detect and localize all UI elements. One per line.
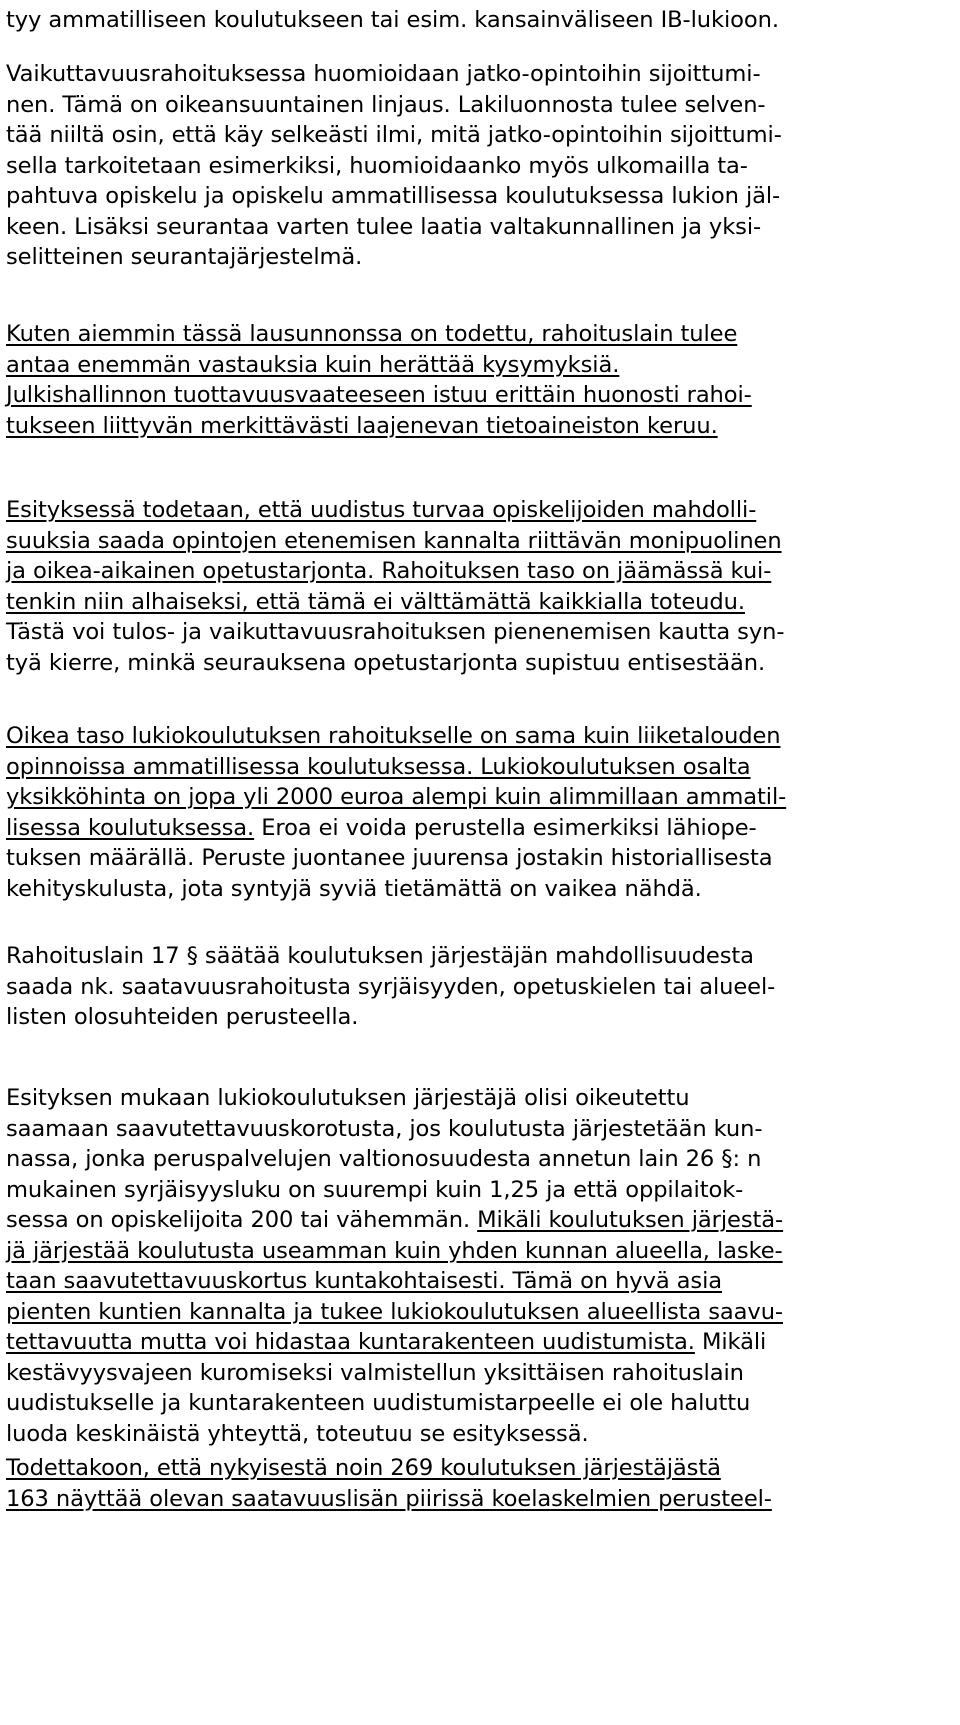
text-segment: selitteinen seurantajärjestelmä.	[6, 244, 363, 270]
text-segment: Lakiluonnosta tulee selven-	[457, 91, 766, 118]
underlined-text: antaa enemmän vastauksia kuin herättää kysymyksiä.	[6, 351, 620, 378]
text-segment: tyä kierre, minkä seurauksena opetustarjonta supistuu entisestään.	[6, 649, 766, 676]
text-line	[6, 753, 751, 781]
underlined-text: tenkin niin alhaiseksi, että tämä ei välttämättä kaikkialla toteudu.	[6, 588, 745, 615]
underlined-text: Kuten aiemmin tässä lausunnonssa on todettu, rahoituslain tulee	[6, 321, 738, 347]
text-line	[6, 618, 784, 646]
underlined-text: jä järjestää koulutusta useamman kuin yhden kunnan alueella, laske-	[6, 1237, 783, 1264]
text-segment: tyy ammatilliseen koulutukseen tai esim. kansainväliseen IB-lukioon.	[6, 7, 779, 33]
text-segment: saamaan saavutettavuuskorotusta, jos koulutusta järjestetään kun-	[6, 1115, 763, 1142]
text-segment: tuksen määrällä. Peruste juontanee juurensa jostakin historiallisesta	[6, 845, 773, 871]
text-line	[6, 1454, 721, 1482]
text-segment: sella tarkoitetaan esimerkiksi, huomioidaanko myös ulkomailla ta-	[6, 152, 748, 179]
text-line	[6, 1485, 772, 1513]
text-segment: mukainen syrjäisyysluku on suurempi kuin 1,25 ja että oppilaitok-	[6, 1176, 744, 1203]
text-line	[6, 243, 362, 271]
text-segment: Eroa ei voida perustella esimerkiksi lähiope-	[254, 814, 757, 841]
text-segment: listen olosuhteiden perusteella.	[6, 1004, 359, 1030]
text-segment: Vaikuttavuusrahoituksessa huomioidaan jatko-opintoihin sijoittumi-	[6, 61, 761, 87]
text-segment: nassa, jonka peruspalvelujen valtionosuudesta annetun lain 26 §: n	[6, 1146, 762, 1172]
text-segment: keen. Lisäksi seurantaa varten tulee laatia valtakunnallinen ja yksi-	[6, 213, 762, 240]
underlined-text: Esityksessä todetaan, että uudistus turvaa opiskelijoiden mahdolli-	[6, 497, 757, 523]
underlined-text: taan saavutettavuuskortus kuntakohtaisesti.	[6, 1268, 506, 1294]
underlined-text: tettavuutta mutta voi hidastaa kuntarakenteen uudistumista.	[6, 1329, 695, 1355]
text-line	[6, 152, 748, 180]
text-segment: pahtuva opiskelu ja opiskelu ammatillisessa koulutuksessa lukion jäl-	[6, 183, 781, 209]
text-line	[6, 6, 779, 34]
text-line	[6, 213, 761, 241]
text-line	[6, 1115, 762, 1143]
text-line	[6, 1389, 750, 1417]
text-line	[6, 722, 780, 750]
underlined-text: lisessa koulutuksessa.	[6, 814, 255, 841]
underlined-text: pienten kuntien kannalta ja tukee lukiokoulutuksen alueellista saavu-	[6, 1298, 783, 1325]
text-line	[6, 875, 702, 903]
text-line	[6, 1206, 783, 1234]
text-line	[6, 1003, 358, 1031]
text-line	[6, 381, 752, 409]
text-line	[6, 649, 765, 677]
text-line	[6, 91, 766, 119]
underlined-text: Oikea taso lukiokoulutuksen rahoitukselle on sama kuin liiketalouden	[6, 723, 781, 749]
underlined-text: Todettakoon, että nykyisestä noin 269 koulutuksen järjestäjästä	[6, 1455, 721, 1481]
underlined-text: Mikäli koulutuksen järjestä-	[477, 1207, 784, 1233]
text-line	[6, 783, 786, 811]
text-segment: Esityksen mukaan lukiokoulutuksen järjestäjä olisi oikeutettu	[6, 1085, 690, 1111]
underlined-text: suuksia saada opintojen etenemisen kannalta riittävän monipuolinen	[6, 527, 782, 554]
text-segment: kestävyysvajeen kuromiseksi valmistellun yksittäisen rahoituslain	[6, 1359, 744, 1386]
text-line	[6, 588, 745, 616]
text-line	[6, 1298, 783, 1326]
underlined-text: Lukiokoulutuksen osalta	[473, 753, 751, 780]
text-line	[6, 1267, 722, 1295]
text-line	[6, 1328, 766, 1356]
text-segment: uudistukselle ja kuntarakenteen uudistumistarpeelle ei ole haluttu	[6, 1390, 751, 1416]
underlined-text: Rahoituksen taso on jäämässä kui-	[374, 558, 772, 584]
text-segment: Mikäli	[694, 1329, 767, 1355]
text-line	[6, 973, 775, 1001]
text-segment: sessa on opiskelijoita 200 tai vähemmän.	[6, 1207, 478, 1233]
text-line	[6, 942, 754, 970]
text-segment: kehityskulusta, jota syntyjä syviä tietämättä on vaikea nähdä.	[6, 875, 702, 902]
underlined-text: yksikköhinta on jopa yli 2000 euroa alempi kuin alimmillaan ammatil-	[6, 784, 787, 810]
text-line	[6, 814, 757, 842]
text-line	[6, 527, 782, 555]
text-segment: Rahoituslain 17 § säätää koulutuksen järjestäjän mahdollisuudesta	[6, 943, 754, 969]
text-line	[6, 351, 619, 379]
underlined-text: Julkishallinnon tuottavuusvaateeseen istuu erittäin huonosti rahoi-	[6, 382, 752, 408]
text-segment: luoda keskinäistä yhteyttä, toteutuu se esityksessä.	[6, 1420, 589, 1447]
text-line	[6, 1359, 744, 1387]
text-line	[6, 320, 737, 348]
text-line	[6, 1420, 589, 1448]
underlined-text: tukseen liittyvän merkittävästi laajenevan tietoaineiston keruu.	[6, 412, 718, 439]
text-line	[6, 60, 761, 88]
text-line	[6, 412, 718, 440]
underlined-text: Tämä on hyvä asia	[505, 1268, 723, 1294]
text-segment: nen. Tämä on oikeansuuntainen linjaus.	[6, 91, 458, 118]
underlined-text: 163 näyttää olevan saatavuuslisän piirissä koelaskelmien perusteel-	[6, 1485, 772, 1512]
underlined-text: ja oikea-aikainen opetustarjonta.	[6, 558, 375, 584]
text-line	[6, 1084, 690, 1112]
text-line	[6, 496, 756, 524]
text-line	[6, 1176, 743, 1204]
text-line	[6, 182, 780, 210]
underlined-text: opinnoissa ammatillisessa koulutuksessa.	[6, 753, 474, 780]
text-segment: Tästä voi tulos- ja vaikuttavuusrahoituksen pienenemisen kautta syn-	[6, 619, 785, 645]
text-segment: saada nk. saatavuusrahoitusta syrjäisyyden, opetuskielen tai alueel-	[6, 973, 776, 1000]
text-line	[6, 1237, 783, 1265]
text-line	[6, 1145, 761, 1173]
text-segment: tää niiltä osin, että käy selkeästi ilmi, mitä jatko-opintoihin sijoittumi-	[6, 122, 782, 148]
text-line	[6, 121, 782, 149]
text-line	[6, 844, 773, 872]
text-line	[6, 557, 771, 585]
